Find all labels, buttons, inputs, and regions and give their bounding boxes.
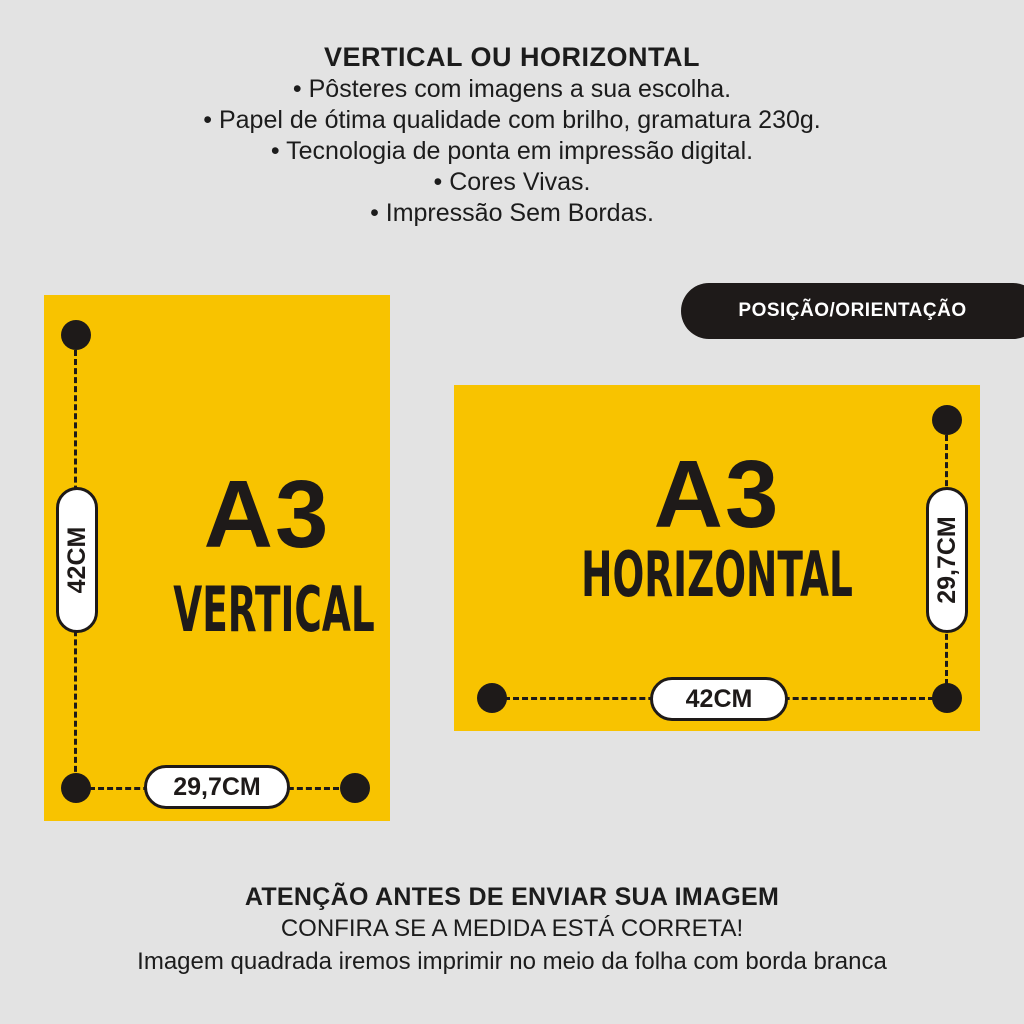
orientation-label: HORIZONTAL bbox=[581, 538, 853, 612]
header-title: VERTICAL OU HORIZONTAL bbox=[324, 42, 700, 72]
bullet-item: • Cores Vivas. bbox=[433, 168, 591, 196]
dimension-dot bbox=[932, 405, 962, 435]
a3-vertical-card bbox=[44, 295, 390, 821]
bullet-item: • Pôsteres com imagens a sua escolha. bbox=[292, 75, 732, 103]
footer-line: CONFIRA SE A MEDIDA ESTÁ CORRETA! bbox=[280, 915, 744, 942]
dimension-dot bbox=[61, 773, 91, 803]
bullet-item: • Impressão Sem Bordas. bbox=[370, 199, 654, 227]
orientation-label: VERTICAL bbox=[173, 573, 375, 647]
size-label: A3 bbox=[653, 441, 781, 548]
height-label: 42CM bbox=[63, 526, 91, 594]
width-label: 42CM bbox=[650, 677, 788, 721]
orientation-badge bbox=[681, 283, 1024, 339]
bullet-item: • Papel de ótima qualidade com brilho, gramatura 230g. bbox=[203, 106, 821, 134]
width-label: 29,7CM bbox=[144, 765, 290, 809]
header bbox=[0, 40, 1024, 229]
bullet-item: • Tecnologia de ponta em impressão digital. bbox=[270, 137, 754, 165]
height-label: 29,7CM bbox=[933, 516, 961, 604]
a3-horizontal-card bbox=[454, 385, 980, 731]
dimension-dot bbox=[61, 320, 91, 350]
footer-title: ATENÇÃO ANTES DE ENVIAR SUA IMAGEM bbox=[244, 883, 780, 911]
footer bbox=[0, 882, 1024, 978]
dimension-dot bbox=[932, 683, 962, 713]
dimension-dot bbox=[340, 773, 370, 803]
orientation-badge-label: POSIÇÃO/ORIENTAÇÃO bbox=[738, 300, 967, 321]
footer-line: Imagem quadrada iremos imprimir no meio da folha com borda branca bbox=[137, 948, 887, 975]
size-label: A3 bbox=[203, 461, 331, 568]
dimension-dot bbox=[477, 683, 507, 713]
